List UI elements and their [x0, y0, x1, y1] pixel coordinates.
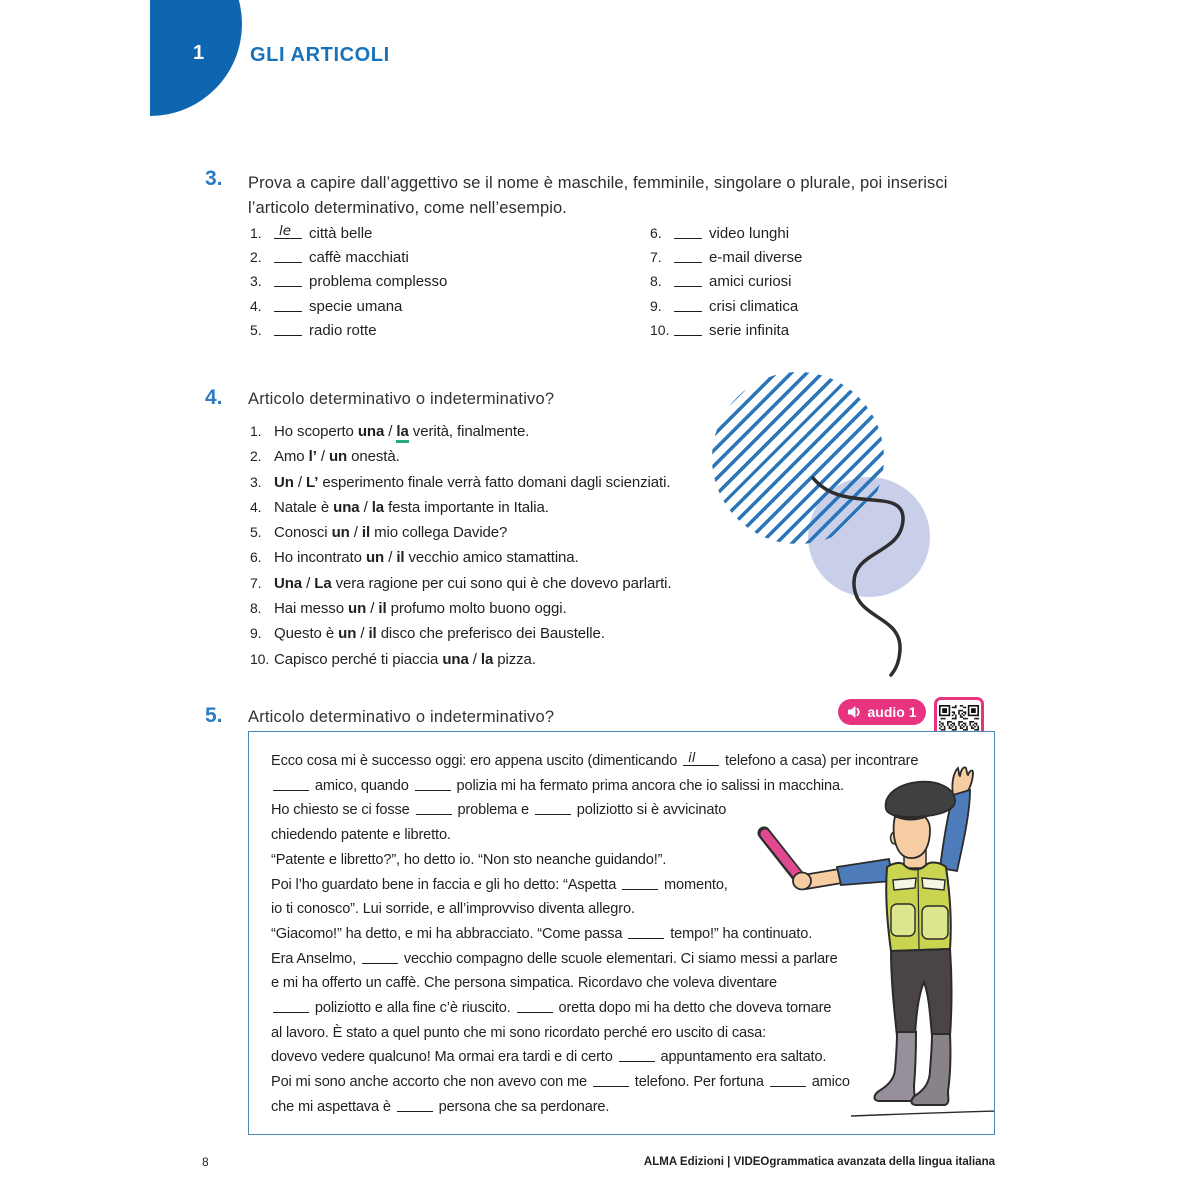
exercise4-title: Articolo determinativo o indeterminativo? — [248, 390, 555, 408]
item-number: 9. — [650, 297, 662, 314]
article-option[interactable]: il — [361, 524, 371, 542]
unit-number: 1 — [193, 42, 205, 64]
answer-blank[interactable] — [674, 299, 702, 312]
item-number: 6. — [250, 549, 262, 566]
passage-text: Poi l’ho guardato bene in faccia e gli ho detto: “Aspetta — [271, 876, 621, 893]
article-option[interactable]: una — [357, 423, 385, 440]
article-option[interactable]: una — [442, 650, 469, 668]
passage-text: “Patente e libretto?”, ho detto io. “Non sto neanche guidando!”. — [271, 851, 667, 868]
exercise4-items — [250, 419, 730, 672]
item-text: caffè macchiati — [309, 249, 409, 267]
exercise3-item — [250, 294, 447, 318]
squiggle-line-decoration — [795, 468, 930, 683]
exercise4-item: 9. Questo è un / il disco che preferisco dei Baustelle. — [250, 621, 730, 646]
example-answer: le — [279, 222, 292, 239]
passage-text: amico, quando — [314, 777, 413, 794]
passage-text: poliziotto e alla fine c’è riuscito. — [314, 1000, 515, 1017]
item-number: 10. — [250, 650, 270, 667]
article-option[interactable]: l’ — [308, 448, 317, 466]
exercise3-item — [250, 269, 447, 293]
answer-blank[interactable] — [674, 323, 702, 336]
article-option[interactable]: un — [328, 448, 348, 466]
article-option[interactable]: il — [368, 625, 377, 643]
article-option[interactable]: la — [480, 650, 494, 668]
item-text: città belle — [309, 225, 373, 242]
passage-text: chiedendo patente e libretto. — [271, 827, 451, 844]
article-option[interactable]: L’ — [306, 473, 319, 491]
article-option[interactable]: Un — [274, 473, 294, 491]
passage-text: Era Anselmo, — [271, 950, 360, 967]
item-number: 1. — [250, 423, 262, 439]
passage-text: poliziotto si è avvicinato — [576, 802, 727, 819]
exercise4-item: 5. Conosci un / il mio collega Davide? — [250, 520, 730, 545]
answer-blank[interactable] — [674, 226, 702, 239]
passage-text: oretta dopo mi ha detto che doveva tornare — [558, 1000, 832, 1017]
exercise4-item: 10. Capisco perché ti piaccia una / la pizza. — [250, 647, 730, 672]
article-option[interactable]: un — [365, 549, 385, 567]
answer-blank[interactable] — [274, 299, 302, 312]
item-text: problema complesso — [309, 273, 448, 291]
passage-text: amico — [811, 1074, 850, 1091]
passage-text: Ho chiesto se ci fosse — [271, 802, 414, 819]
answer-blank[interactable] — [619, 1049, 655, 1062]
footer-credit: ALMA Edizioni | VIDEOgrammatica avanzata della lingua italiana — [643, 1156, 995, 1168]
answer-blank[interactable] — [397, 1099, 433, 1112]
exercise3-item — [650, 294, 802, 318]
passage-text: problema e — [457, 802, 533, 819]
exercise3-item — [650, 245, 802, 269]
answer-blank[interactable] — [674, 274, 702, 287]
answer-blank[interactable] — [274, 274, 302, 287]
item-number: 4. — [250, 297, 262, 314]
item-number: 4. — [250, 498, 262, 515]
item-number: 2. — [250, 249, 262, 266]
exercise4-item: 4. Natale è una / la festa importante in Italia. — [250, 495, 730, 520]
passage-text: Ecco cosa mi è successo oggi: ero appena uscito (dimenticando — [271, 753, 682, 769]
passage-text: vecchio compagno delle scuole elementari. Ci siamo messi a parlare — [403, 950, 838, 967]
answer-blank[interactable] — [535, 802, 571, 815]
answer-blank[interactable] — [622, 877, 658, 890]
exercise3-number: 3. — [205, 167, 223, 190]
exercise3-item — [650, 269, 802, 293]
article-option[interactable]: Una — [274, 574, 303, 592]
passage-text: Poi mi sono anche accorto che non avevo con me — [271, 1074, 591, 1091]
exercise4-item: 3. Un / L’ esperimento finale verrà fatto domani dagli scienziati. — [250, 470, 730, 495]
passage-text: al lavoro. È stato a quel punto che mi sono ricordato perché ero uscito di casa: — [271, 1024, 767, 1041]
passage-text: “Giacomo!” ha detto, e mi ha abbracciato. “Come passa — [271, 925, 627, 942]
item-number: 2. — [250, 448, 262, 465]
article-option[interactable]: La — [314, 574, 332, 592]
exercise4-item: 8. Hai messo un / il profumo molto buono oggi. — [250, 596, 730, 621]
passage-text: telefono a casa) per incontrare — [725, 753, 919, 769]
exercise3-column-left — [250, 221, 447, 342]
passage-text: telefono. Per fortuna — [634, 1074, 768, 1091]
speaker-icon — [847, 705, 862, 719]
answer-blank[interactable] — [274, 250, 302, 263]
police-officer-illustration — [757, 764, 995, 1130]
audio-badge-label: audio 1 — [867, 704, 917, 720]
answer-blank[interactable] — [274, 222, 302, 239]
example-answer: il — [688, 749, 696, 766]
passage-text: dovevo vedere qualcuno! Ma ormai era tardi e di certo — [271, 1049, 617, 1066]
exercise3-item — [650, 318, 802, 342]
answer-blank[interactable] — [683, 749, 719, 766]
answer-blank[interactable] — [593, 1074, 629, 1087]
item-number: 7. — [250, 574, 262, 591]
item-text: video lunghi — [709, 225, 790, 242]
passage-text: appuntamento era saltato. — [660, 1049, 827, 1066]
page-title: GLI ARTICOLI — [250, 44, 390, 66]
item-text: amici curiosi — [709, 273, 792, 291]
answer-blank[interactable] — [273, 778, 309, 791]
item-number: 8. — [250, 600, 262, 617]
answer-blank[interactable] — [273, 1000, 309, 1013]
answer-blank[interactable] — [517, 1000, 553, 1013]
article-option[interactable]: la — [396, 423, 408, 443]
article-option[interactable]: un — [338, 625, 357, 643]
item-text: crisi climatica — [709, 297, 799, 315]
exercise5-number: 5. — [205, 704, 223, 727]
passage-text: polizia mi ha fermato prima ancora che io salissi in macchina. — [456, 777, 844, 794]
item-number: 3. — [250, 473, 262, 490]
exercise3-item — [250, 318, 447, 342]
answer-blank[interactable] — [416, 802, 452, 815]
exercise3-instruction: Prova a capire dall’aggettivo se il nome è maschile, femminile, singolare o plurale, poi inserisci l’articolo determinativo, come nell’esempio. — [248, 174, 948, 217]
answer-blank[interactable] — [415, 778, 451, 791]
passage-text: che mi aspettava è — [271, 1098, 395, 1115]
exercise4-item: 6. Ho incontrato un / il vecchio amico stamattina. — [250, 545, 730, 570]
item-number: 1. — [250, 225, 262, 241]
exercise4-item: 2. Amo l’ / un onestà. — [250, 444, 730, 469]
item-number: 3. — [250, 273, 262, 290]
exercise4-item: 7. Una / La vera ragione per cui sono qui è che dovevo parlarti. — [250, 571, 730, 596]
exercise3-item — [250, 245, 447, 269]
article-option[interactable]: il — [396, 549, 405, 567]
item-text: radio rotte — [309, 321, 377, 339]
passage-text: momento, — [664, 876, 728, 893]
audio-badge[interactable] — [838, 699, 926, 725]
item-number: 10. — [650, 321, 670, 338]
article-option[interactable]: la — [371, 498, 385, 516]
page-number: 8 — [202, 1155, 209, 1169]
exercise5-passage-box — [248, 731, 995, 1135]
answer-blank[interactable] — [362, 951, 398, 964]
exercise4-number: 4. — [205, 386, 223, 409]
item-text: specie umana — [309, 297, 403, 315]
item-number: 6. — [650, 225, 662, 241]
exercise3-item — [250, 221, 447, 245]
item-text: e-mail diverse — [709, 249, 803, 267]
item-number: 8. — [650, 273, 662, 290]
unit-badge — [150, 0, 242, 116]
item-text: serie infinita — [709, 321, 790, 339]
exercise3-item — [650, 221, 802, 245]
article-option[interactable]: un — [331, 524, 350, 542]
item-number: 5. — [250, 524, 262, 541]
article-option[interactable]: il — [378, 600, 387, 618]
exercise5-title: Articolo determinativo o indeterminativo? — [248, 708, 555, 726]
answer-blank[interactable] — [274, 323, 302, 336]
item-number: 7. — [650, 249, 662, 266]
exercise4-item: 1. Ho scoperto una / la verità, finalmente. — [250, 419, 730, 444]
article-option[interactable]: un — [348, 600, 367, 618]
passage-text: io ti conosco”. Lui sorride, e all’improvviso diventa allegro. — [271, 901, 635, 918]
article-option[interactable]: una — [333, 498, 360, 516]
answer-blank[interactable] — [674, 250, 702, 263]
passage-text: tempo!” ha continuato. — [670, 925, 813, 942]
passage-text: persona che sa perdonare. — [438, 1098, 610, 1115]
item-number: 9. — [250, 625, 262, 642]
item-number: 5. — [250, 321, 262, 338]
passage-text: e mi ha offerto un caffè. Che persona simpatica. Ricordavo che voleva diventare — [271, 975, 777, 992]
answer-blank[interactable] — [628, 926, 664, 939]
exercise3-column-right — [650, 221, 802, 342]
